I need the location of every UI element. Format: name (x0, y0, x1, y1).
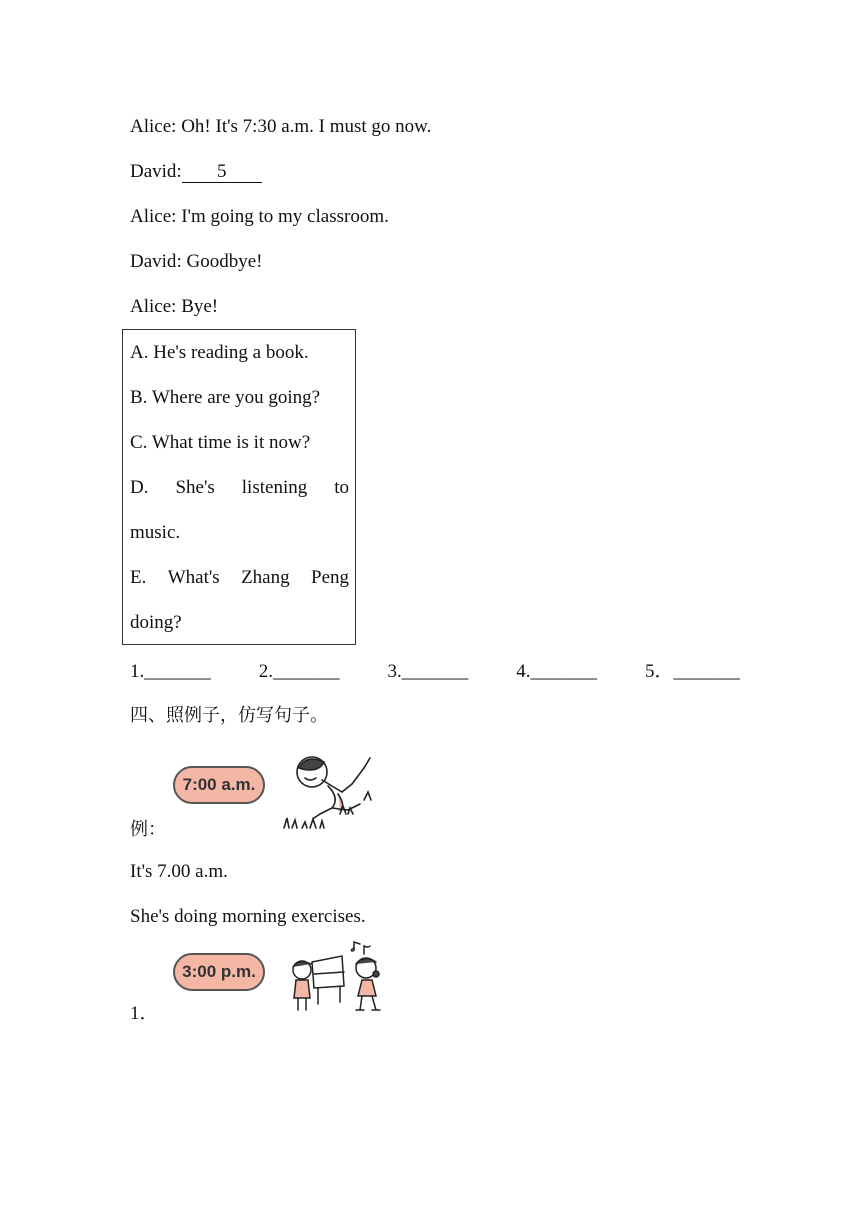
answer-blank-4[interactable]: 4._______ (516, 661, 597, 682)
dialogue-text: Oh! It's 7:30 a.m. I must go now. (181, 116, 432, 137)
dialogue-text: I'm going to my classroom. (181, 206, 389, 227)
example-label: 例： (130, 819, 166, 840)
answer-blank-2[interactable]: 2._______ (258, 661, 340, 682)
option-d-continued: music. (130, 522, 181, 543)
speaker: David (130, 251, 177, 272)
option-a: A. He's reading a book. (130, 342, 309, 363)
option-e-word: Peng (311, 567, 349, 588)
option-c: C. What time is it now? (130, 432, 311, 453)
option-d-word: to (334, 477, 349, 498)
dialogue-line-5: Alice: Bye! (130, 296, 219, 317)
example-sentence-1: It's 7.00 a.m. (130, 861, 228, 882)
dialogue-line-4: David: Goodbye! (130, 251, 263, 272)
answer-blank-5[interactable]: 5 (182, 162, 262, 183)
option-e-continued: doing? (130, 612, 182, 633)
answer-row (130, 660, 740, 684)
option-d (130, 476, 349, 500)
clock-badge-example: 7:00 a.m. (173, 766, 265, 804)
answer-blank-3[interactable]: 3._______ (387, 661, 469, 682)
option-b: B. Where are you going? (130, 387, 321, 408)
example-sentence-2: She's doing morning exercises. (130, 906, 366, 927)
speaker: Alice (130, 206, 172, 227)
speaker: Alice (130, 296, 172, 317)
question-1-label: 1． (130, 1003, 159, 1024)
option-d-word: She's (175, 477, 215, 498)
option-e-word: Zhang (241, 567, 290, 588)
dialogue-text: Goodbye! (186, 251, 263, 272)
option-e (130, 566, 349, 590)
option-d-word: listening (241, 477, 308, 498)
option-e-word: E. (130, 567, 147, 588)
girls-piano-singing-illustration (284, 940, 388, 1016)
dialogue-line-3: Alice: I'm going to my classroom. (130, 206, 389, 227)
dialogue-line-1: Alice: Oh! It's 7:30 a.m. I must go now. (130, 116, 432, 137)
answer-blank-5-row[interactable]: 5．_______ (644, 661, 740, 682)
section-title: 四、照例子，仿写句子。 (130, 705, 328, 726)
option-e-word: What's (167, 567, 220, 588)
speaker: David (130, 161, 177, 182)
option-d-word: D. (130, 477, 149, 498)
speaker: Alice (130, 116, 172, 137)
answer-blank-1[interactable]: 1._______ (130, 661, 211, 682)
girl-exercising-illustration (280, 748, 380, 830)
clock-badge-q1: 3:00 p.m. (173, 953, 265, 991)
dialogue-line-2: David: 5 (130, 160, 262, 184)
dialogue-text: Bye! (181, 296, 219, 317)
